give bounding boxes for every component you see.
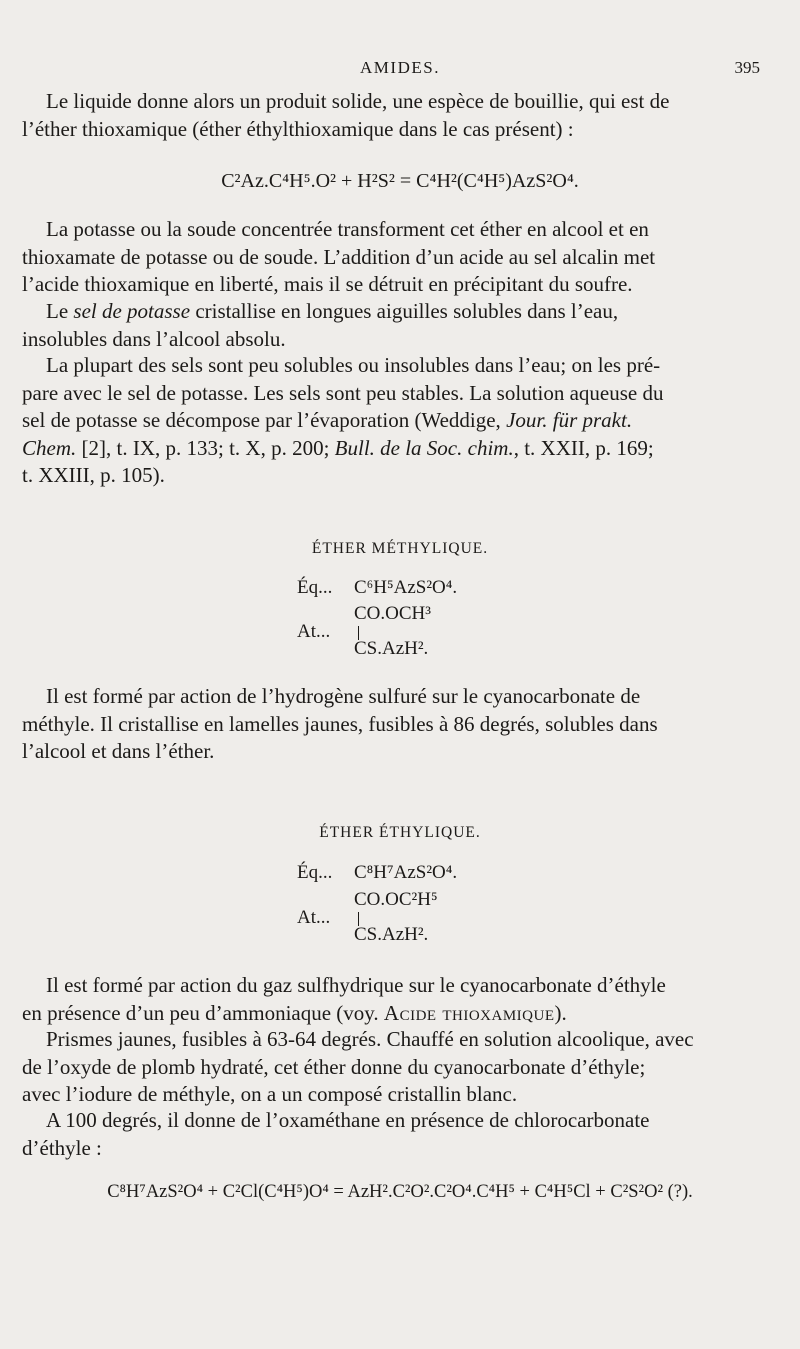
text-line: A 100 degrés, il donne de l’oxaméthane en présence de chlorocarbonate	[46, 1108, 650, 1132]
text-line: avec l’iodure de méthyle, on a un composé cristallin blanc.	[22, 1082, 518, 1106]
text-line: insolubles dans l’alcool absolu.	[22, 326, 286, 351]
paragraph-liquide	[22, 88, 786, 143]
text-line: Il est formé par action de l’hydrogène sulfuré sur le cyanocarbonate de	[46, 684, 641, 708]
paragraph-prismes	[22, 1026, 786, 1109]
formula-atomic-bottom: CS.AzH².	[354, 924, 429, 945]
formula-label-eq: Éq...	[297, 577, 333, 598]
text-line: Chem. [2], t. IX, p. 133; t. X, p. 200; Bull. de la Soc. chim., t. XXII, p. 169;	[22, 435, 654, 460]
paragraph-sels	[22, 352, 786, 490]
text-line: Il est formé par action du gaz sulfhydrique sur le cyanocarbonate d’éthyle	[46, 973, 666, 997]
section-heading-ether-methylique: ÉTHER MÉTHYLIQUE.	[311, 540, 489, 557]
formula-atomic-bottom: CS.AzH².	[354, 638, 429, 659]
text-line: thioxamate de potasse ou de soude. L’addition d’un acide au sel alcalin met	[22, 244, 656, 269]
formula-label-at: At...	[297, 621, 331, 642]
text-line: Prismes jaunes, fusibles à 63-64 degrés. Chauffé en solution alcoolique, avec	[46, 1027, 694, 1051]
text-line: t. XXIII, p. 105).	[22, 463, 165, 487]
paragraph-formation-ethylique	[22, 972, 786, 1027]
formula-label-at: At...	[297, 907, 331, 928]
running-title: AMIDES.	[360, 58, 440, 77]
text-line: Le liquide donne alors un produit solide, une espèce de bouillie, qui est de	[46, 89, 670, 113]
section-heading-ether-ethylique: ÉTHER ÉTHYLIQUE.	[319, 824, 481, 841]
formula-equivalent: C⁶H⁵AzS²O⁴.	[354, 577, 458, 598]
paragraph-oxamethane	[22, 1107, 786, 1162]
text-line: l’acide thioxamique en liberté, mais il se détruit en précipitant du soufre.	[22, 272, 633, 296]
text-line: sel de potasse se décompose par l’évaporation (Weddige, Jour. für prakt.	[22, 408, 633, 432]
formula-label-eq: Éq...	[297, 862, 333, 883]
formula-equivalent: C⁸H⁷AzS²O⁴.	[354, 862, 458, 883]
equation-formation: C²Az.C⁴H⁵.O² + H²S² = C⁴H²(C⁴H⁵)AzS²O⁴.	[221, 170, 579, 192]
page-number: 395	[734, 58, 760, 77]
citation-journal: Jour. für prakt.	[506, 408, 633, 432]
text-line: La potasse ou la soude concentrée transforment cet éther en alcool et en	[46, 217, 649, 241]
text-line: de l’oxyde de plomb hydraté, cet éther donne du cyanocarbonate d’éthyle;	[22, 1054, 646, 1079]
emphasis: sel de potasse	[73, 299, 191, 323]
paragraph-potasse	[22, 216, 786, 299]
citation-journal: Chem.	[22, 435, 77, 460]
text-line: en présence d’un peu d’ammoniaque (voy. Acide thioxamique).	[22, 1000, 567, 1025]
text-line: l’alcool et dans l’éther.	[22, 739, 215, 763]
paragraph-sel-potasse	[22, 298, 786, 353]
formula-atomic-top: CO.OC²H⁵	[354, 889, 438, 910]
equation-oxamethane: C⁸H⁷AzS²O⁴ + C²Cl(C⁴H⁵)O⁴ = AzH².C²O².C²O⁴.C⁴H⁵ + C⁴H⁵Cl + C²S²O² (?).	[107, 1182, 693, 1202]
paragraph-formation-methylique	[22, 683, 786, 766]
text-line: Le sel de potasse cristallise en longues aiguilles solubles dans l’eau,	[46, 299, 619, 323]
text-line: La plupart des sels sont peu solubles ou insolubles dans l’eau; on les pré-	[46, 353, 661, 377]
text-line: l’éther thioxamique (éther éthylthioxamique dans le cas présent) :	[22, 116, 574, 141]
text-line: pare avec le sel de potasse. Les sels sont peu stables. La solution aqueuse du	[22, 380, 664, 405]
text-line: méthyle. Il cristallise en lamelles jaunes, fusibles à 86 degrés, solubles dans	[22, 711, 658, 736]
text-line: d’éthyle :	[22, 1135, 102, 1160]
cross-reference: Acide thioxamique	[383, 1000, 555, 1025]
running-header	[0, 58, 800, 82]
citation-bulletin: Bull. de la Soc. chim.	[334, 435, 514, 460]
formula-atomic-top: CO.OCH³	[354, 603, 431, 624]
